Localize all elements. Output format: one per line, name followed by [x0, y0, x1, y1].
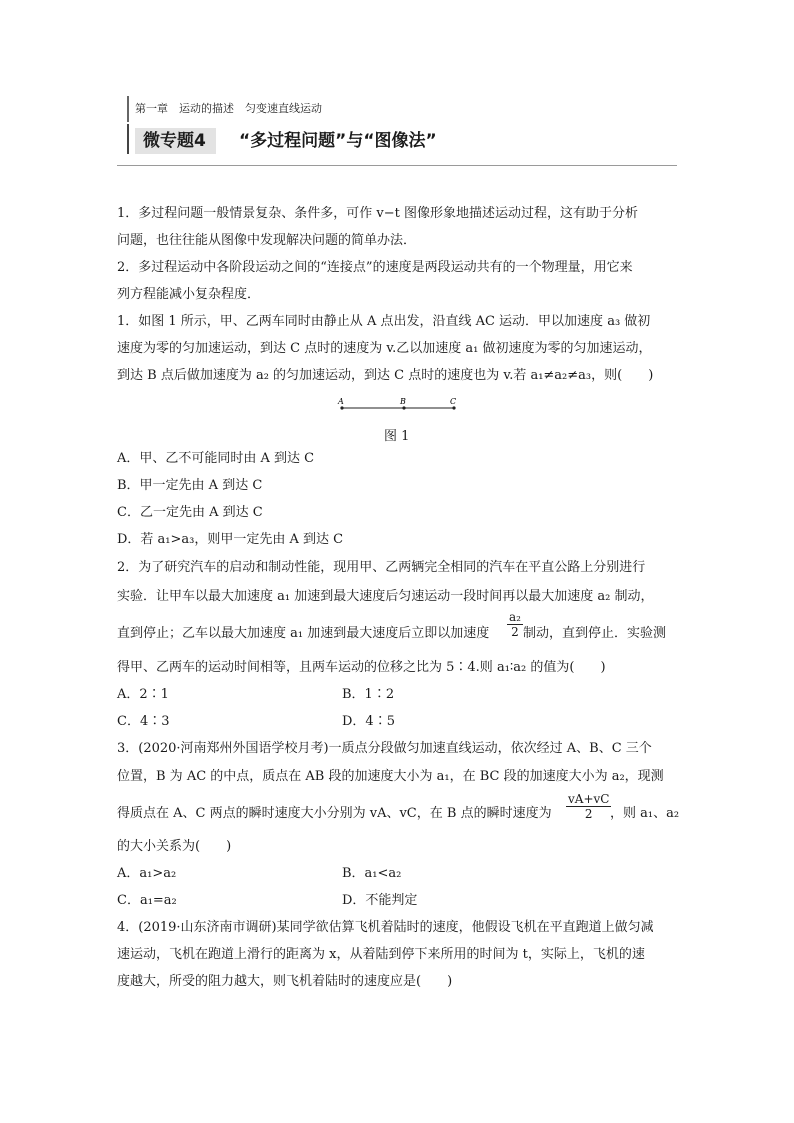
- header-accent-bar: [127, 96, 129, 122]
- figure-1-caption: 图 1: [384, 429, 410, 444]
- intro-line: 问题，也往往能从图像中发现解决问题的简单办法．: [117, 233, 417, 248]
- fraction-denominator: 2: [511, 625, 519, 639]
- fraction-numerator: a₂: [509, 610, 521, 624]
- option-a: A．a₁>a₂: [117, 866, 177, 881]
- question-4-line: 度越大，所受的阻力越大，则飞机着陆时的速度应是( ): [117, 974, 453, 989]
- intro-line: 1．多过程问题一般情景复杂、条件多，可作 v−t 图像形象地描述运动过程，这有助于分析: [117, 206, 638, 221]
- point-c-label: C: [450, 397, 457, 406]
- point-b-label: B: [400, 397, 406, 406]
- intro-line: 列方程能减小复杂程度．: [117, 287, 261, 302]
- option-d: D．若 a₁>a₃，则甲一定先由 A 到达 C: [117, 532, 344, 547]
- fraction-a2-over-2: [507, 610, 523, 639]
- option-a: A．2∶1: [117, 687, 169, 702]
- question-3-line: 得质点在 A、C 两点的瞬时速度大小分别为 vA、vC，在 B 点的瞬时速度为: [117, 806, 552, 821]
- question-3-line: 位置，B 为 AC 的中点，质点在 AB 段的加速度大小为 a₁，在 BC 段的加速度大小为 a₂，现测: [117, 769, 664, 784]
- question-2-line: 得甲、乙两车的运动时间相等，且两车运动的位移之比为 5∶4.则 a₁∶a₂ 的值为( ): [117, 660, 606, 675]
- option-d: D．不能判定: [342, 893, 418, 908]
- fraction-denominator: 2: [584, 807, 593, 821]
- figure-1-diagram: [336, 396, 460, 416]
- title-accent-bar: [127, 124, 129, 154]
- question-2-line: 制动，直到停止．实验测: [523, 626, 667, 641]
- fraction-va-plus-vc-over-2: [566, 792, 611, 821]
- point-a-label: A: [338, 397, 344, 406]
- option-c: C．乙一定先由 A 到达 C: [117, 505, 263, 520]
- option-b: B．1∶2: [342, 687, 395, 702]
- question-1-line: 1．如图 1 所示，甲、乙两车同时由静止从 A 点出发，沿直线 AC 运动．甲以加速度 a₃ 做初: [117, 314, 651, 329]
- header-divider: [117, 165, 677, 166]
- option-b: B．a₁<a₂: [342, 866, 402, 881]
- question-3-line: 的大小关系为( ): [117, 839, 232, 854]
- fraction-numerator: vA+vC: [568, 792, 610, 806]
- question-4-line: 速运动，飞机在跑道上滑行的距离为 x，从着陆到停下来所用的时间为 t，实际上，飞机的速: [117, 947, 645, 962]
- question-2-line: 直到停止；乙车以最大加速度 a₁ 加速到最大速度后立即以加速度: [117, 626, 490, 641]
- question-2-line: 2．为了研究汽车的启动和制动性能，现用甲、乙两辆完全相同的汽车在平直公路上分别进行: [117, 560, 646, 575]
- intro-line: 2．多过程运动中各阶段运动之间的“连接点”的速度是两段运动共有的一个物理量，用它来: [117, 260, 633, 275]
- question-1-line: 到达 B 点后做加速度为 a₂ 的匀加速运动，到达 C 点时的速度也为 v.若 a₁≠a₂≠a₃，则( ): [117, 368, 654, 383]
- question-3-line: 3．(2020·河南郑州外国语学校月考)一质点分段做匀加速直线运动，依次经过 A、B、C 三个: [117, 741, 652, 756]
- question-2-line: 实验．让甲车以最大加速度 a₁ 加速到最大速度后匀速运动一段时间再以最大加速度 a₂ 制动，: [117, 589, 654, 604]
- chapter-breadcrumb: 第一章 运动的描述 匀变速直线运动: [135, 102, 322, 115]
- option-b: B．甲一定先由 A 到达 C: [117, 478, 263, 493]
- question-4-line: 4．(2019·山东济南市调研)某同学欲估算飞机着陆时的速度，他假设飞机在平直跑道上做匀减: [117, 920, 654, 935]
- topic-badge: 微专题4: [135, 128, 216, 154]
- option-a: A．甲、乙不可能同时由 A 到达 C: [117, 451, 315, 466]
- question-3-line: ，则 a₁、a₂: [610, 806, 680, 821]
- option-c: C．a₁=a₂: [117, 893, 177, 908]
- page-title: “多过程问题”与“图像法”: [239, 131, 437, 151]
- option-c: C．4∶3: [117, 714, 170, 729]
- option-d: D．4∶5: [342, 714, 395, 729]
- question-1-line: 速度为零的匀加速运动，到达 C 点时的速度为 v.乙以加速度 a₁ 做初速度为零的匀加速运动，: [117, 341, 652, 356]
